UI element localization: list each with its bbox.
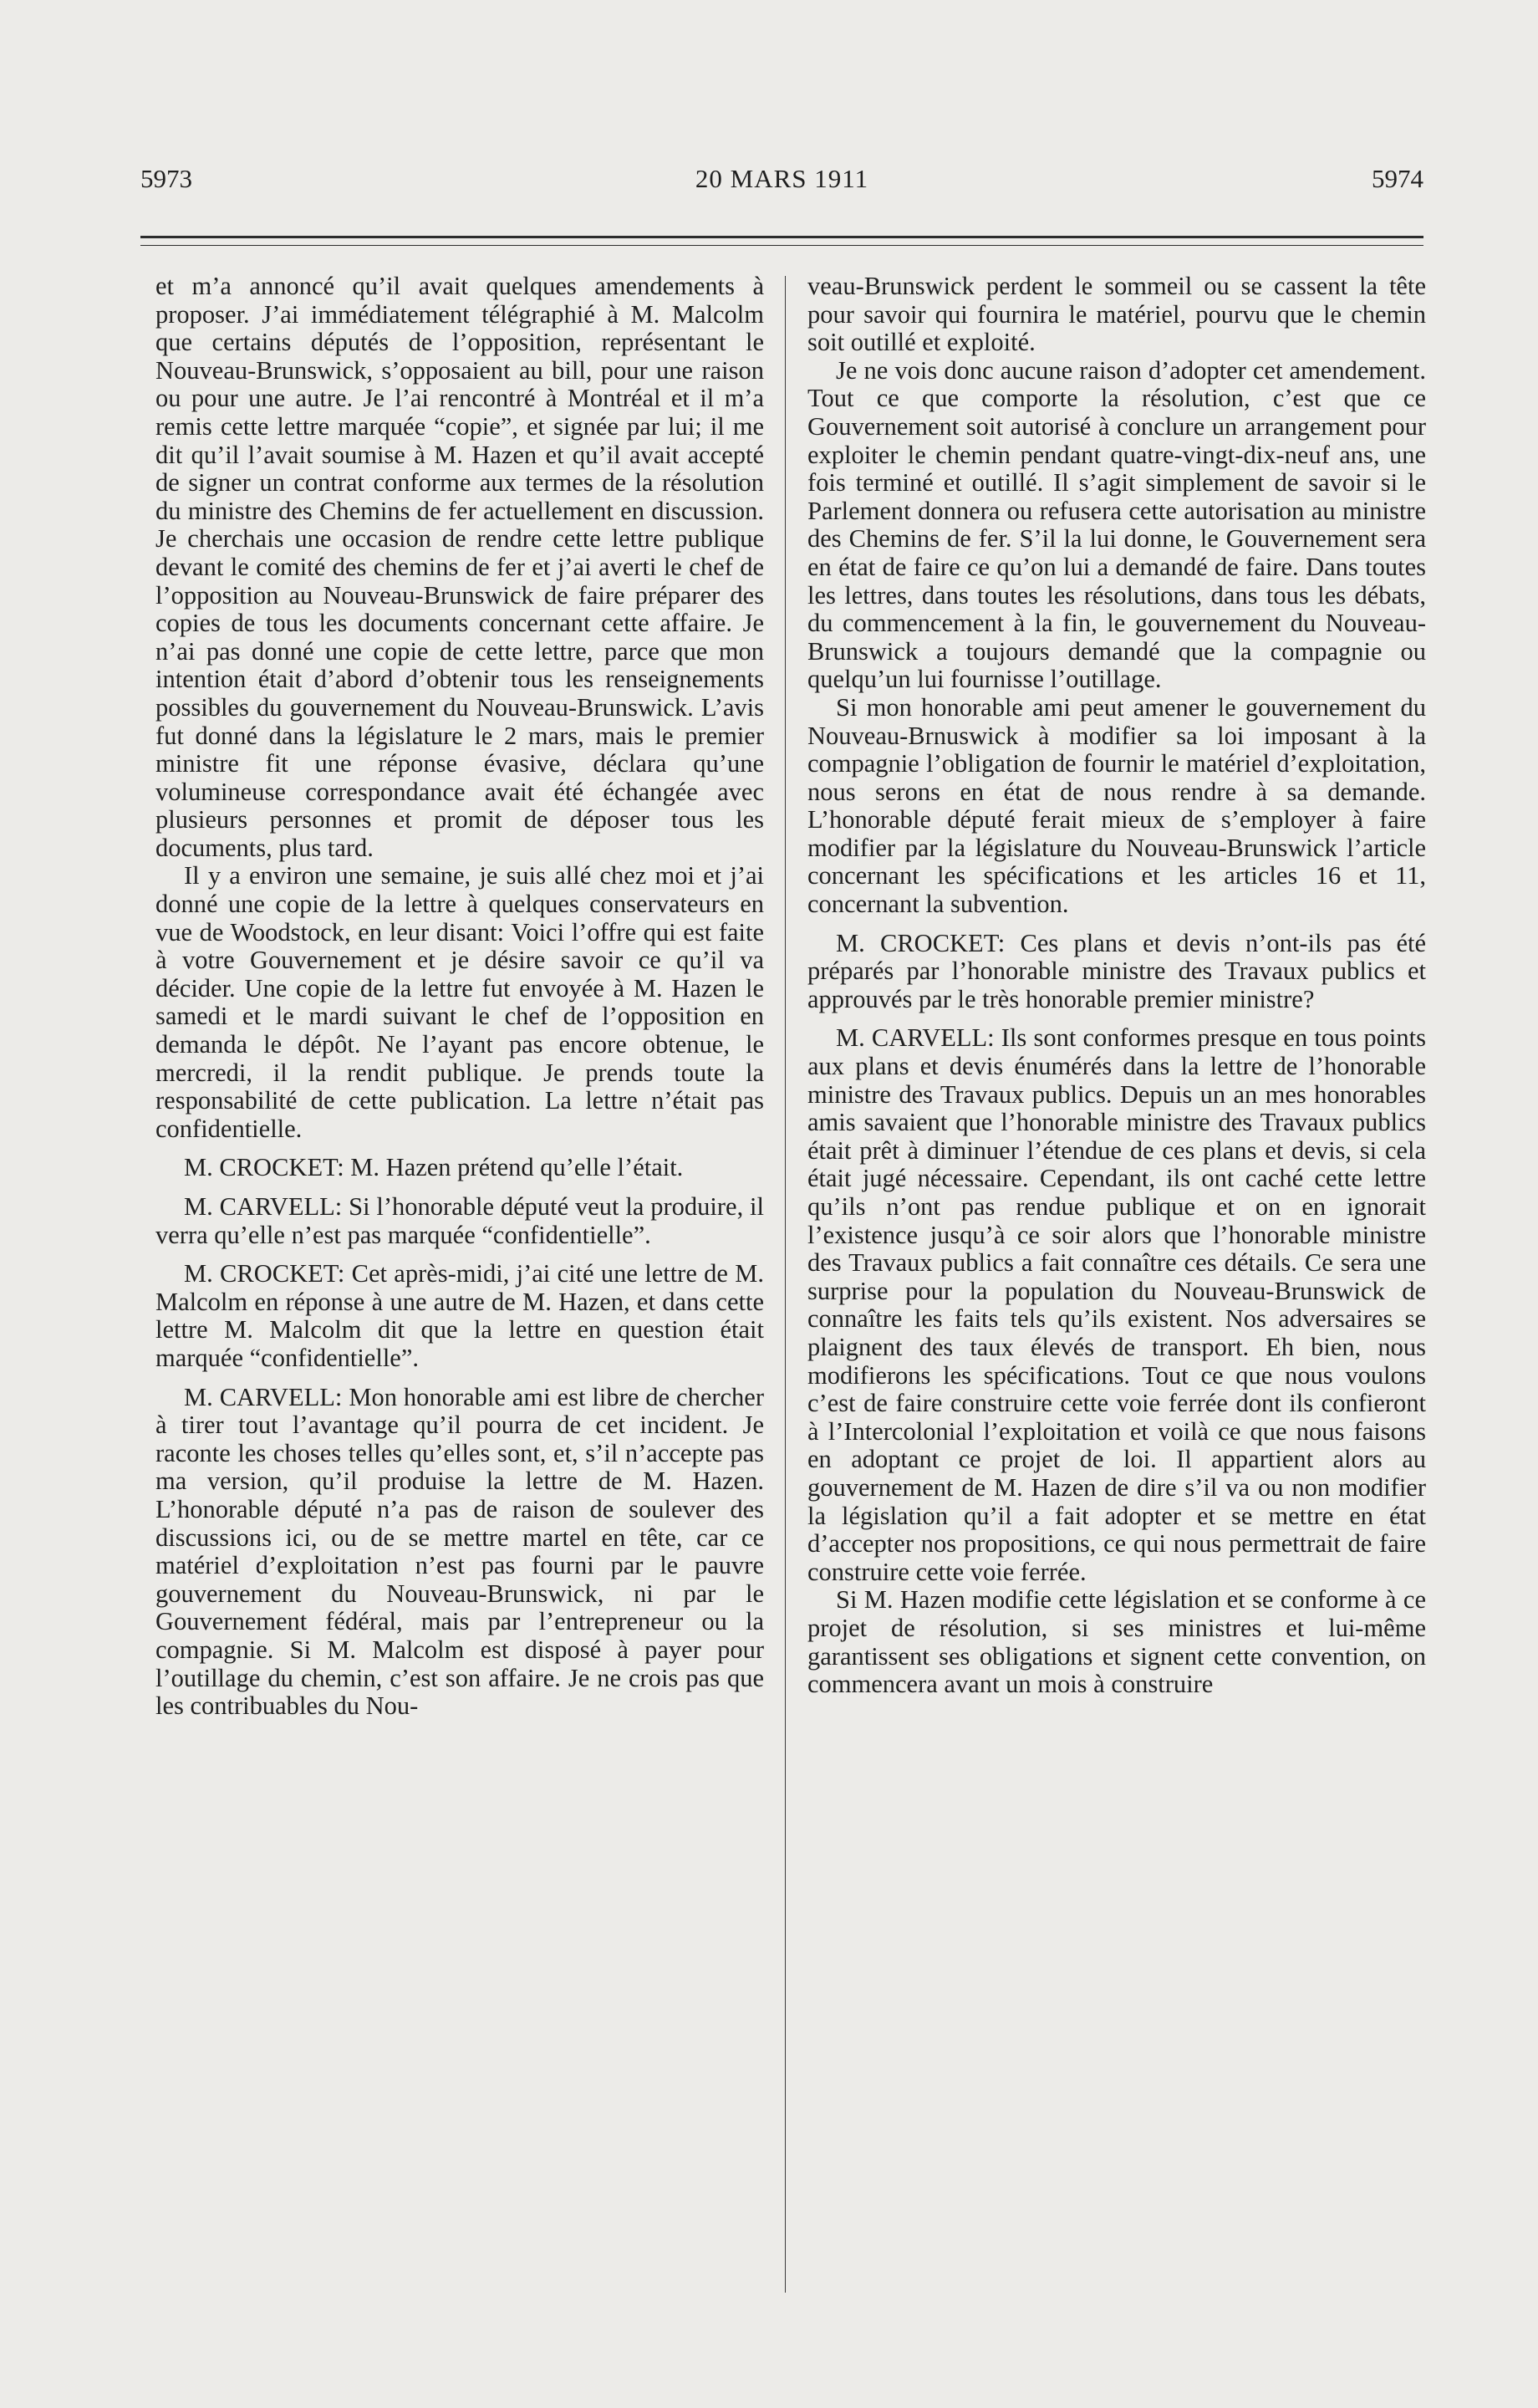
paragraph: Il y a environ une semaine, je suis allé chez moi et j’ai donné une copie de la lettre à quelques conservateurs en vue de Woodstock, en leur disant: Voici l’offre qui est faite à votre Gouvernement et je désire savoir ce qu’il va décider. Une copie de la lettre fut envoyée à M. Hazen le samedi et le mardi suivant le chef de l’opposition en demanda le dépôt. Ne l’ayant pas encore obtenue, le mercredi, il la rendit publique. Je prends toute la responsabilité de cette publication. La lettre n’était pas confidentielle. [155,861,764,1143]
paragraph: veau-Brunswick perdent le sommeil ou se cassent la tête pour savoir qui fournira le matériel, pourvu que le chemin soit outillé et exploité. [807,272,1426,357]
paragraph: et m’a annoncé qu’il avait quelques amendements à proposer. J’ai immédiatement télégraphié à M. Malcolm que certains députés de l’opposition, représentant le Nouveau-Brunswick, s’opposaient au bill, pour une raison ou pour une autre. Je l’ai rencontré à Montréal et il m’a remis cette lettre marquée “copie”, et signée par lui; il me dit qu’il l’avait soumise à M. Hazen et qu’il avait accepté de signer un contrat conforme aux termes de la résolution du ministre des Chemins de fer actuellement en discussion. Je cherchais une occasion de rendre cette lettre publique devant le comité des chemins de fer et j’ai averti le chef de l’opposition au Nouveau-Brunswick de faire préparer des copies de tous les documents concernant cette affaire. Je n’ai pas donné une copie de cette lettre, parce que mon intention était d’abord d’obtenir tous les renseignements possibles du gouvernement du Nouveau-Brunswick. L’avis fut donné dans la législature le 2 mars, mais le premier ministre fit une réponse évasive, déclara qu’une volumineuse correspondance avait été échangée avec plusieurs personnes et promit de déposer tous les documents, plus tard. [155,272,764,862]
page-number-right: 5974 [1372,164,1423,193]
paragraph: Je ne vois donc aucune raison d’adopter cet amendement. Tout ce que comporte la résolution, c’est que ce Gouvernement soit autorisé à conclure un arrangement pour exploiter le chemin pendant quatre-vingt-dix-neuf ans, une fois terminé et outillé. Il s’agit simplement de savoir si le Parlement donnera ou refusera cette autorisation au ministre des Chemins de fer. S’il la lui donne, le Gouvernement sera en état de faire ce qu’on lui a demandé de faire. Dans toutes les lettres, dans toutes les résolutions, dans tous les débats, du commencement à la fin, le gouvernement du Nouveau-Brunswick a toujours demandé que la compagnie ou quelqu’un lui fournisse l’outillage. [807,355,1426,694]
right-column [807,273,1426,1699]
paragraph: Si M. Hazen modifie cette législation et se conforme à ce projet de résolution, si ses ministres et lui-même garantissent ses obligations et signent cette convention, on commencera avant un mois à construire [807,1585,1426,1699]
paragraph: M. CARVELL: Si l’honorable député veut la produire, il verra qu’elle n’est pas marquée “confidentielle”. [155,1192,764,1249]
column-divider [785,276,786,2293]
page-number-left: 5973 [140,164,192,193]
left-column [155,273,764,1721]
paragraph: M. CROCKET: Ces plans et devis n’ont-ils pas été préparés par l’honorable ministre des Travaux publics et approuvés par le très honorable premier ministre? [807,928,1426,1013]
header-rule-thick [140,236,1423,238]
header-rule-thin [140,245,1423,246]
paragraph: M. CARVELL: Ils sont conformes presque en tous points aux plans et devis énumérés dans la lettre de l’honorable ministre des Travaux publics. Depuis un an mes honorables amis savaient que l’honorable ministre des Travaux publics était prêt à diminuer l’étendue de ces plans et devis, si cela était jugé nécessaire. Cependant, ils ont caché cette lettre qu’ils n’ont pas rendue publique et on en ignorait l’existence jusqu’à ce soir alors que l’honorable ministre des Travaux publics a fait connaître ces détails. Ce sera une surprise pour la population du Nouveau-Brunswick de connaître les faits tels qu’ils existent. Nos adversaires se plaignent des taux élevés de transport. Eh bien, nous modifierons les spécifications. Tout ce que nous voulons c’est de faire construire cette voie ferrée dont ils confieront à l’Intercolonial l’exploitation et voilà ce que nous faisons en adoptant ce projet de loi. Il appartient alors au gouvernement de M. Hazen de dire s’il va ou non modifier la législation qu’il a fait adopter et se mettre en état d’accepter nos propositions, ce qui nous permettrait de faire construire cette voie ferrée. [807,1023,1426,1586]
paragraph: M. CARVELL: Mon honorable ami est libre de chercher à tirer tout l’avantage qu’il pourra de cet incident. Je raconte les choses telles qu’elles sont, et, s’il n’accepte pas ma version, qu’il produise la lettre de M. Hazen. L’honorable député n’a pas de raison de soulever des discussions ici, ou de se mettre martel en tête, car ce matériel d’exploitation n’est pas fourni par le pauvre gouvernement du Nouveau-Brunswick, ni par le Gouvernement fédéral, mais par l’entrepreneur ou la compagnie. Si M. Malcolm est disposé à payer pour l’outillage du chemin, c’est son affaire. Je ne crois pas que les contribuables du Nou- [155,1382,764,1721]
paragraph: M. CROCKET: Cet après-midi, j’ai cité une lettre de M. Malcolm en réponse à une autre de M. Hazen, et dans cette lettre M. Malcolm dit que la lettre en question était marquée “confidentielle”. [155,1259,764,1372]
page-date: 20 MARS 1911 [695,164,869,193]
paragraph: Si mon honorable ami peut amener le gouvernement du Nouveau-Brnuswick à modifier sa loi imposant à la compagnie l’obligation de fournir le matériel d’exploitation, nous serons en état de nous rendre à sa demande. L’honorable député ferait mieux de s’employer à faire modifier par la législature du Nouveau-Brunswick l’article concernant les spécifications et les articles 16 et 11, concernant la subvention. [807,692,1426,919]
paragraph: M. CROCKET: M. Hazen prétend qu’elle l’était. [184,1153,684,1182]
page-header [140,164,1423,206]
